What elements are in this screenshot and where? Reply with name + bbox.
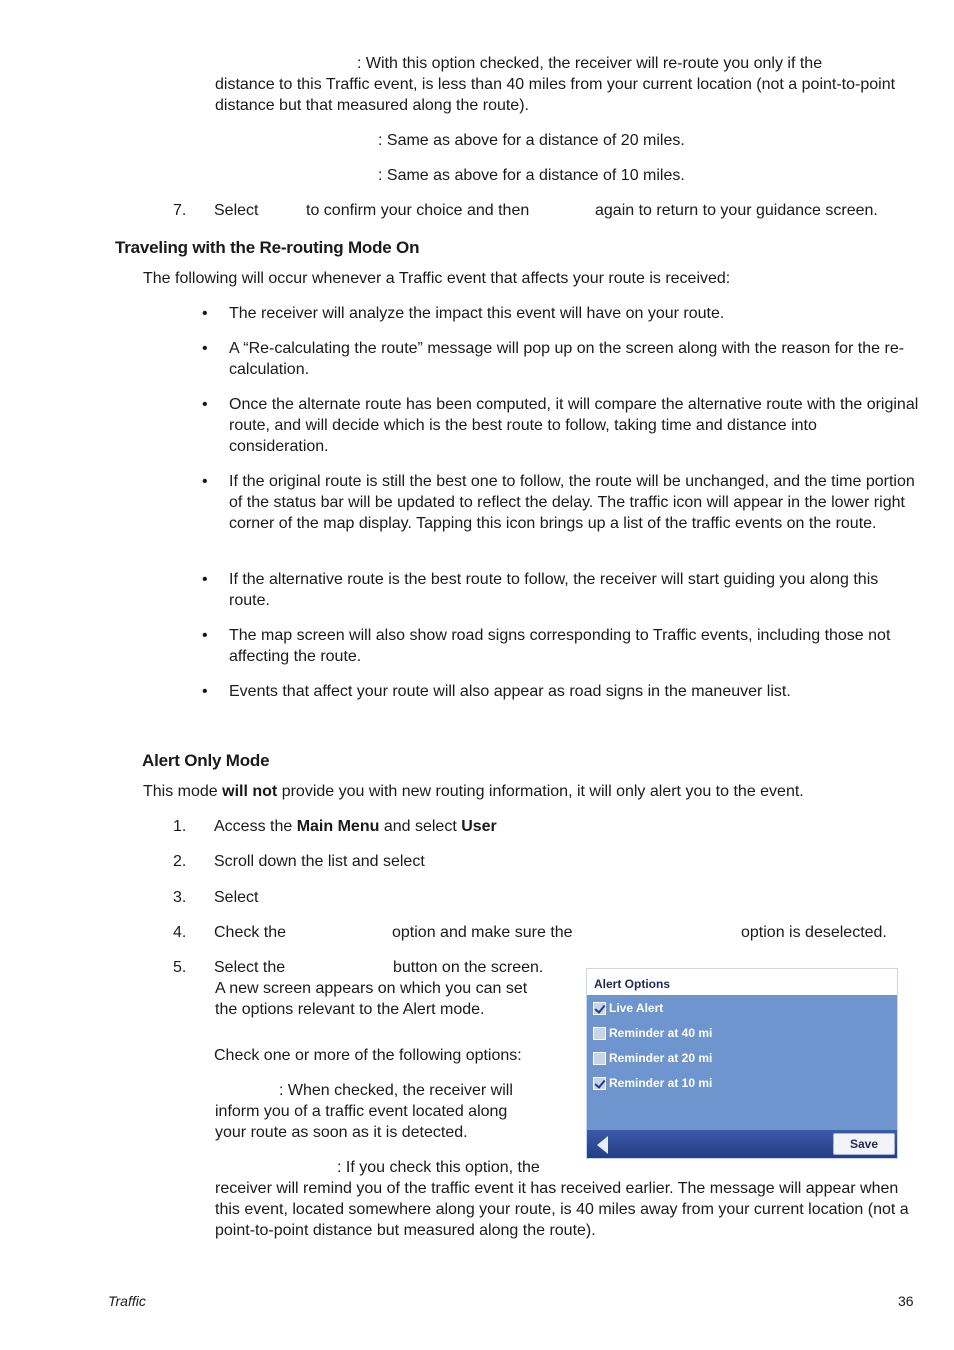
- step-text: the options relevant to the Alert mode.: [215, 1001, 485, 1018]
- footer-section-name: Traffic: [108, 1293, 146, 1309]
- step-number: 3.: [173, 889, 187, 906]
- bottom-bar: [587, 1130, 897, 1158]
- option-desc-reminder: : If you check this option, the: [337, 1159, 540, 1176]
- back-arrow-icon[interactable]: [597, 1136, 608, 1154]
- checkbox-unchecked-icon[interactable]: [593, 1027, 606, 1040]
- screen-title: Alert Options: [587, 969, 897, 995]
- option-desc-live-alert: inform you of a traffic event located along: [215, 1103, 508, 1120]
- list-item: A “Re-calculating the route” message will pop up on the screen along with the reason for the re-calculation.: [229, 340, 905, 378]
- step-number: 5.: [173, 959, 187, 976]
- option-reminder-20mi[interactable]: Reminder at 20 mi: [593, 1050, 712, 1066]
- step-text: A new screen appears on which you can set: [215, 980, 528, 997]
- list-item: The map screen will also show road signs corresponding to Traffic events, including those not affecting the route.: [229, 627, 891, 665]
- step-text: to confirm your choice and then: [306, 202, 530, 219]
- option-live-alert[interactable]: Live Alert: [593, 1000, 663, 1016]
- step-number: 4.: [173, 924, 187, 941]
- step-number: 1.: [173, 818, 187, 835]
- step-text: Select: [214, 889, 259, 906]
- bullet-icon: •: [202, 396, 208, 413]
- list-item: If the original route is still the best one to follow, the route will be unchanged, and the time portion of the status bar will be updated to reflect the delay. The traffic icon will appear in the lower right corner of the map display. Tapping this icon brings up a list of the traffic events on the route.: [229, 473, 915, 532]
- section-heading: Traveling with the Re-routing Mode On: [115, 238, 420, 257]
- section-intro: This mode will not provide you with new routing information, it will only alert you to the event.: [143, 783, 804, 800]
- option-reminder-40mi[interactable]: Reminder at 40 mi: [593, 1025, 712, 1041]
- bullet-icon: •: [202, 473, 208, 490]
- bullet-icon: •: [202, 683, 208, 700]
- checkbox-checked-icon[interactable]: [593, 1002, 606, 1015]
- step-text: Scroll down the list and select: [214, 853, 425, 870]
- option-desc-20mi: : Same as above for a distance of 20 miles.: [378, 132, 685, 149]
- section-intro: The following will occur whenever a Traffic event that affects your route is received:: [143, 270, 731, 287]
- checkbox-unchecked-icon[interactable]: [593, 1052, 606, 1065]
- section-heading: Alert Only Mode: [142, 751, 270, 770]
- list-item: Once the alternate route has been computed, it will compare the alternative route with the original route, and will decide which is the best route to follow, taking time and distance into consideration.: [229, 396, 919, 455]
- options-intro: Check one or more of the following options:: [214, 1047, 522, 1064]
- alert-options-screenshot: [586, 968, 898, 1159]
- bullet-icon: •: [202, 627, 208, 644]
- page-number: 36: [898, 1293, 914, 1309]
- step-number: 2.: [173, 853, 187, 870]
- checkbox-checked-icon[interactable]: [593, 1077, 606, 1090]
- bullet-icon: •: [202, 305, 208, 322]
- option-desc-40mi-cont: distance to this Traffic event, is less than 40 miles from your current location (not a point-to-point distance but that measured along the route).: [215, 76, 896, 114]
- step-number: 7.: [173, 202, 187, 219]
- list-item: If the alternative route is the best route to follow, the receiver will start guiding you along this route.: [229, 571, 879, 609]
- list-item: The receiver will analyze the impact this event will have on your route.: [229, 305, 725, 322]
- step-text: Check the: [214, 924, 287, 941]
- bullet-icon: •: [202, 571, 208, 588]
- step-text: again to return to your guidance screen.: [595, 202, 878, 219]
- option-desc-live-alert: your route as soon as it is detected.: [215, 1124, 468, 1141]
- option-desc-live-alert: : When checked, the receiver will: [279, 1082, 513, 1099]
- option-reminder-10mi[interactable]: Reminder at 10 mi: [593, 1075, 712, 1091]
- step-text: Access the Main Menu and select User: [214, 818, 497, 835]
- step-text: option is deselected.: [741, 924, 887, 941]
- step-text: Select the: [214, 959, 286, 976]
- list-item: Events that affect your route will also appear as road signs in the maneuver list.: [229, 683, 791, 700]
- save-button[interactable]: Save: [833, 1133, 895, 1155]
- step-text: button on the screen.: [393, 959, 544, 976]
- bullet-icon: •: [202, 340, 208, 357]
- option-desc-reminder-cont: receiver will remind you of the traffic event it has received earlier. The message will appear when this event, located somewhere along your route, is 40 miles away from your current location (not a point-to-point distance but measured along the route).: [215, 1180, 909, 1239]
- step-text: Select: [214, 202, 259, 219]
- step-text: option and make sure the: [392, 924, 573, 941]
- option-desc-10mi: : Same as above for a distance of 10 miles.: [378, 167, 685, 184]
- option-desc-40mi: : With this option checked, the receiver will re-route you only if the: [357, 55, 823, 72]
